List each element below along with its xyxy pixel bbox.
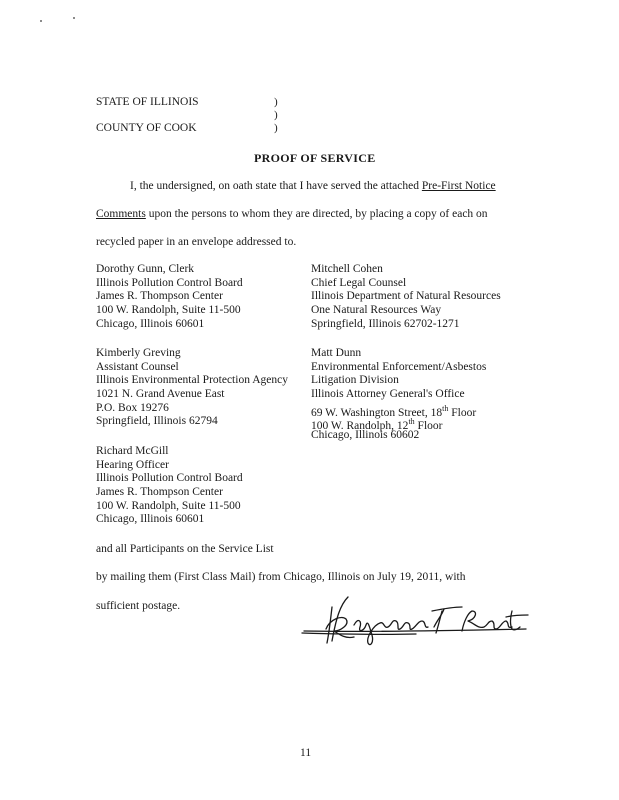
address-line: Richard McGill [96, 445, 169, 457]
document-title: Pre-First Notice [421, 180, 496, 192]
address-line: Chicago, Illinois 60601 [96, 317, 205, 330]
address-line: 100 W. Randolph, Suite 11-500 [96, 304, 241, 317]
address-line: Illinois Pollution Control Board [96, 276, 243, 289]
address-line: Illinois Department of Natural Resources [311, 290, 501, 303]
address-line: Kimberly Greving [96, 347, 181, 359]
county-line: COUNTY OF COOK [96, 122, 197, 134]
mailing-line: by mailing them (First Class Mail) from Chicago, Illinois on July 19, 2011, with [96, 571, 466, 583]
address-line: Chicago, Illinois 60601 [96, 513, 205, 526]
address-line: 100 W. Randolph, Suite 11-500 [96, 499, 241, 512]
page-title: PROOF OF SERVICE [254, 151, 376, 165]
address-line: Illinois Pollution Control Board [96, 472, 243, 485]
scan-speck [73, 17, 75, 19]
address-line: Mitchell Cohen [311, 263, 383, 275]
paren: ) [274, 96, 278, 108]
intro-line-2 [96, 208, 488, 220]
address-line: James R. Thompson Center [96, 486, 223, 499]
recipient-address [96, 347, 288, 429]
address-line: Matt Dunn [311, 347, 362, 359]
address-line: 1021 N. Grand Avenue East [96, 388, 225, 401]
recipient-address [311, 263, 501, 331]
address-line: Illinois Environmental Protection Agency [96, 374, 288, 387]
intro-text: upon the persons to whom they are directed, by placing a copy of each on [145, 208, 488, 220]
street: 100 W. Randolph, 12 [311, 420, 409, 433]
floor: Floor [448, 406, 477, 419]
address-line: Springfield, Illinois 62794 [96, 415, 218, 428]
address-line: Chief Legal Counsel [311, 276, 407, 289]
address-line: One Natural Resources Way [311, 304, 442, 317]
address-line: Litigation Division [311, 374, 399, 387]
intro-line-3: recycled paper in an envelope addressed to. [96, 236, 297, 248]
intro-text: I, the undersigned, on oath state that I have served the attached [130, 180, 422, 192]
address-line: Environmental Enforcement/Asbestos [311, 360, 487, 373]
address-line: Hearing Officer [96, 458, 169, 471]
scan-speck [40, 20, 42, 22]
paren: ) [274, 109, 278, 121]
street: 69 W. Washington Street, 18 [311, 406, 443, 419]
address-line: James R. Thompson Center [96, 290, 223, 303]
address-line: P.O. Box 19276 [96, 401, 169, 414]
address-line [311, 402, 486, 419]
paren: ) [274, 122, 278, 134]
ordinal-suffix: th [408, 417, 415, 427]
address-line: Springfield, Illinois 62702-1271 [311, 317, 460, 330]
participants-line: and all Participants on the Service List [96, 543, 274, 555]
floor: Floor [414, 420, 443, 433]
document-title: Comments [96, 208, 146, 220]
address-line: Assistant Counsel [96, 360, 179, 373]
ordinal-suffix: th [442, 403, 449, 413]
address-line: Illinois Attorney General's Office [311, 388, 465, 401]
state-line: STATE OF ILLINOIS [96, 96, 199, 108]
address-line: Dorothy Gunn, Clerk [96, 263, 195, 275]
signature [296, 585, 536, 655]
intro-line-1 [130, 180, 496, 192]
address-line: Chicago, Illinois 60602 [311, 429, 420, 442]
recipient-address [96, 263, 243, 331]
recipient-address [311, 347, 486, 443]
postage-line: sufficient postage. [96, 600, 181, 612]
venue-brackets [274, 96, 284, 135]
page-number: 11 [300, 747, 312, 759]
recipient-address [96, 445, 243, 527]
